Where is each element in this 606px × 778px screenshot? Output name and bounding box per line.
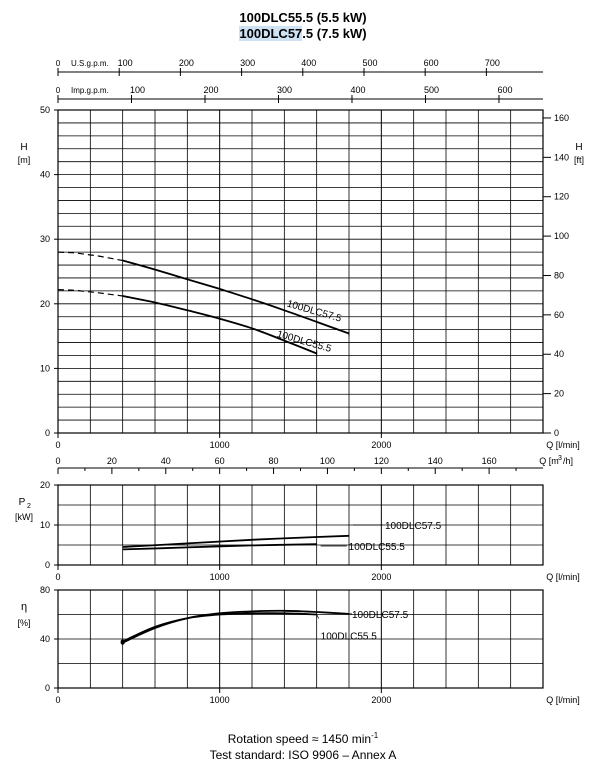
eff-series-label-100dlc57-5: 100DLC57.5 — [352, 609, 409, 621]
head-ytick-label: 40 — [39, 169, 50, 180]
power-ytick-label: 20 — [39, 480, 50, 490]
m3h-axis-tick-label: 40 — [160, 456, 171, 466]
top-axis-tick-label: 600 — [423, 58, 439, 68]
top-axis-tick-label: 300 — [240, 58, 256, 68]
power-ylabel: P — [18, 497, 26, 508]
top-axis-tick-label: 100 — [117, 58, 133, 68]
head-right-ytick-label: 80 — [554, 270, 565, 281]
top-axis-tick-label: 500 — [362, 58, 378, 68]
power-ylabel-unit: [kW] — [15, 512, 33, 522]
head-right-ytick-label: 20 — [554, 388, 565, 399]
eff-xtick-label: 2000 — [371, 695, 392, 705]
power-ytick-label: 0 — [44, 560, 50, 570]
eff-ylabel-unit: [%] — [17, 618, 31, 628]
head-ylabel-left-unit: [m] — [17, 155, 31, 165]
m3h-axis-tick-label: 0 — [55, 456, 61, 466]
top-axis-label: Imp.g.p.m. — [71, 86, 109, 95]
head-series-label-100dlc57-5: 100DLC57.5 — [285, 298, 343, 325]
head-ylabel-right-unit: [ft] — [573, 155, 585, 165]
m3h-axis-tick-label: 60 — [214, 456, 225, 466]
head-right-ytick-label: 100 — [554, 231, 570, 242]
power-ylabel-sub: 2 — [27, 503, 31, 510]
head-ytick-label: 0 — [44, 428, 50, 438]
head-series-label-100dlc55-5: 100DLC55.5 — [275, 328, 333, 355]
head-ytick-label: 50 — [39, 105, 50, 115]
top-axis-tick-label: 300 — [276, 85, 293, 95]
top-axis-label: U.S.g.p.m. — [71, 59, 109, 68]
top-axis-tick-label: 700 — [484, 58, 500, 68]
head-ylabel-right: H — [575, 142, 583, 153]
eff-ylabel: η — [20, 601, 28, 613]
power-ytick-label: 10 — [39, 520, 50, 530]
top-axis-tick-label: 400 — [301, 58, 317, 68]
eff-xtick-label: 0 — [55, 695, 61, 705]
rotation-speed — [0, 728, 606, 747]
eff-ytick-label: 80 — [39, 585, 50, 595]
eff-ytick-label: 40 — [39, 634, 50, 644]
eff-xlabel: Q [l/min] — [546, 695, 580, 705]
head-xtick-label: 2000 — [371, 440, 392, 450]
eff-series-label-100dlc55-5: 100DLC55.5 — [320, 631, 377, 643]
top-axis-tick-label: 400 — [350, 85, 366, 95]
head-xtick-label: 0 — [55, 440, 61, 450]
head-right-ytick-label: 40 — [554, 349, 565, 360]
m3h-axis-label: Q [m — [539, 456, 559, 466]
head-right-ytick-label: 140 — [554, 152, 570, 163]
rotation-speed-text: Rotation speed ≈ 1450 min — [227, 732, 372, 746]
head-ytick-label: 20 — [39, 298, 50, 309]
top-axis-tick-label: 500 — [423, 85, 439, 95]
head-xlabel: Q [l/min] — [546, 440, 580, 450]
m3h-axis-label-sup: 3 — [558, 455, 562, 462]
power-grid — [58, 485, 543, 565]
power-series-label-100dlc55-5: 100DLC55.5 — [348, 542, 405, 553]
m3h-axis-tick-label: 120 — [373, 456, 389, 466]
top-axis-tick-label: 600 — [497, 85, 513, 95]
head-right-ytick-label: 160 — [554, 112, 570, 123]
title-highlight: 100DLC57 — [239, 26, 303, 41]
title-rest: .5 (7.5 kW) — [302, 26, 367, 41]
top-axis-tick-label: 100 — [129, 85, 146, 95]
power-xtick-label: 0 — [55, 572, 61, 582]
m3h-axis-tick-label: 20 — [106, 456, 117, 466]
power-xtick-label: 1000 — [209, 572, 230, 582]
top-axis-tick-label: 200 — [178, 58, 194, 68]
top-axis-tick-label: 200 — [203, 85, 219, 95]
m3h-axis-tick-label: 160 — [481, 456, 497, 466]
head-grid — [58, 110, 543, 433]
head-xtick-label: 1000 — [209, 440, 230, 450]
m3h-axis-tick-label: 140 — [427, 456, 443, 466]
head-right-ytick-label: 60 — [554, 309, 565, 320]
eff-curve-start-100dlc55-5 — [121, 639, 125, 643]
power-series-label-100dlc57-5: 100DLC57.5 — [385, 521, 442, 532]
eff-xtick-label: 1000 — [209, 695, 230, 705]
head-right-ytick-label: 120 — [554, 191, 570, 202]
test-standard: Test standard: ISO 9906 – Annex A — [209, 748, 397, 762]
rotation-speed-sup: -1 — [371, 731, 379, 740]
head-ytick-label: 10 — [39, 363, 50, 374]
head-right-ytick-label: 0 — [554, 428, 560, 438]
power-xtick-label: 2000 — [371, 572, 392, 582]
m3h-axis-tick-label: 100 — [319, 456, 335, 466]
head-frame — [58, 110, 543, 433]
m3h-axis-tick-label: 80 — [268, 456, 279, 466]
top-axis-zero: 0 — [55, 86, 61, 95]
footer — [0, 728, 606, 763]
title-line-1: 100DLC55.5 (5.5 kW) — [239, 10, 367, 25]
eff-ytick-label: 0 — [44, 683, 50, 693]
head-ytick-label: 30 — [39, 234, 50, 245]
power-xlabel: Q [l/min] — [546, 572, 580, 582]
head-ylabel-left: H — [20, 142, 28, 153]
m3h-axis-label-end: /h] — [562, 456, 574, 466]
top-axis-zero: 0 — [55, 59, 61, 68]
